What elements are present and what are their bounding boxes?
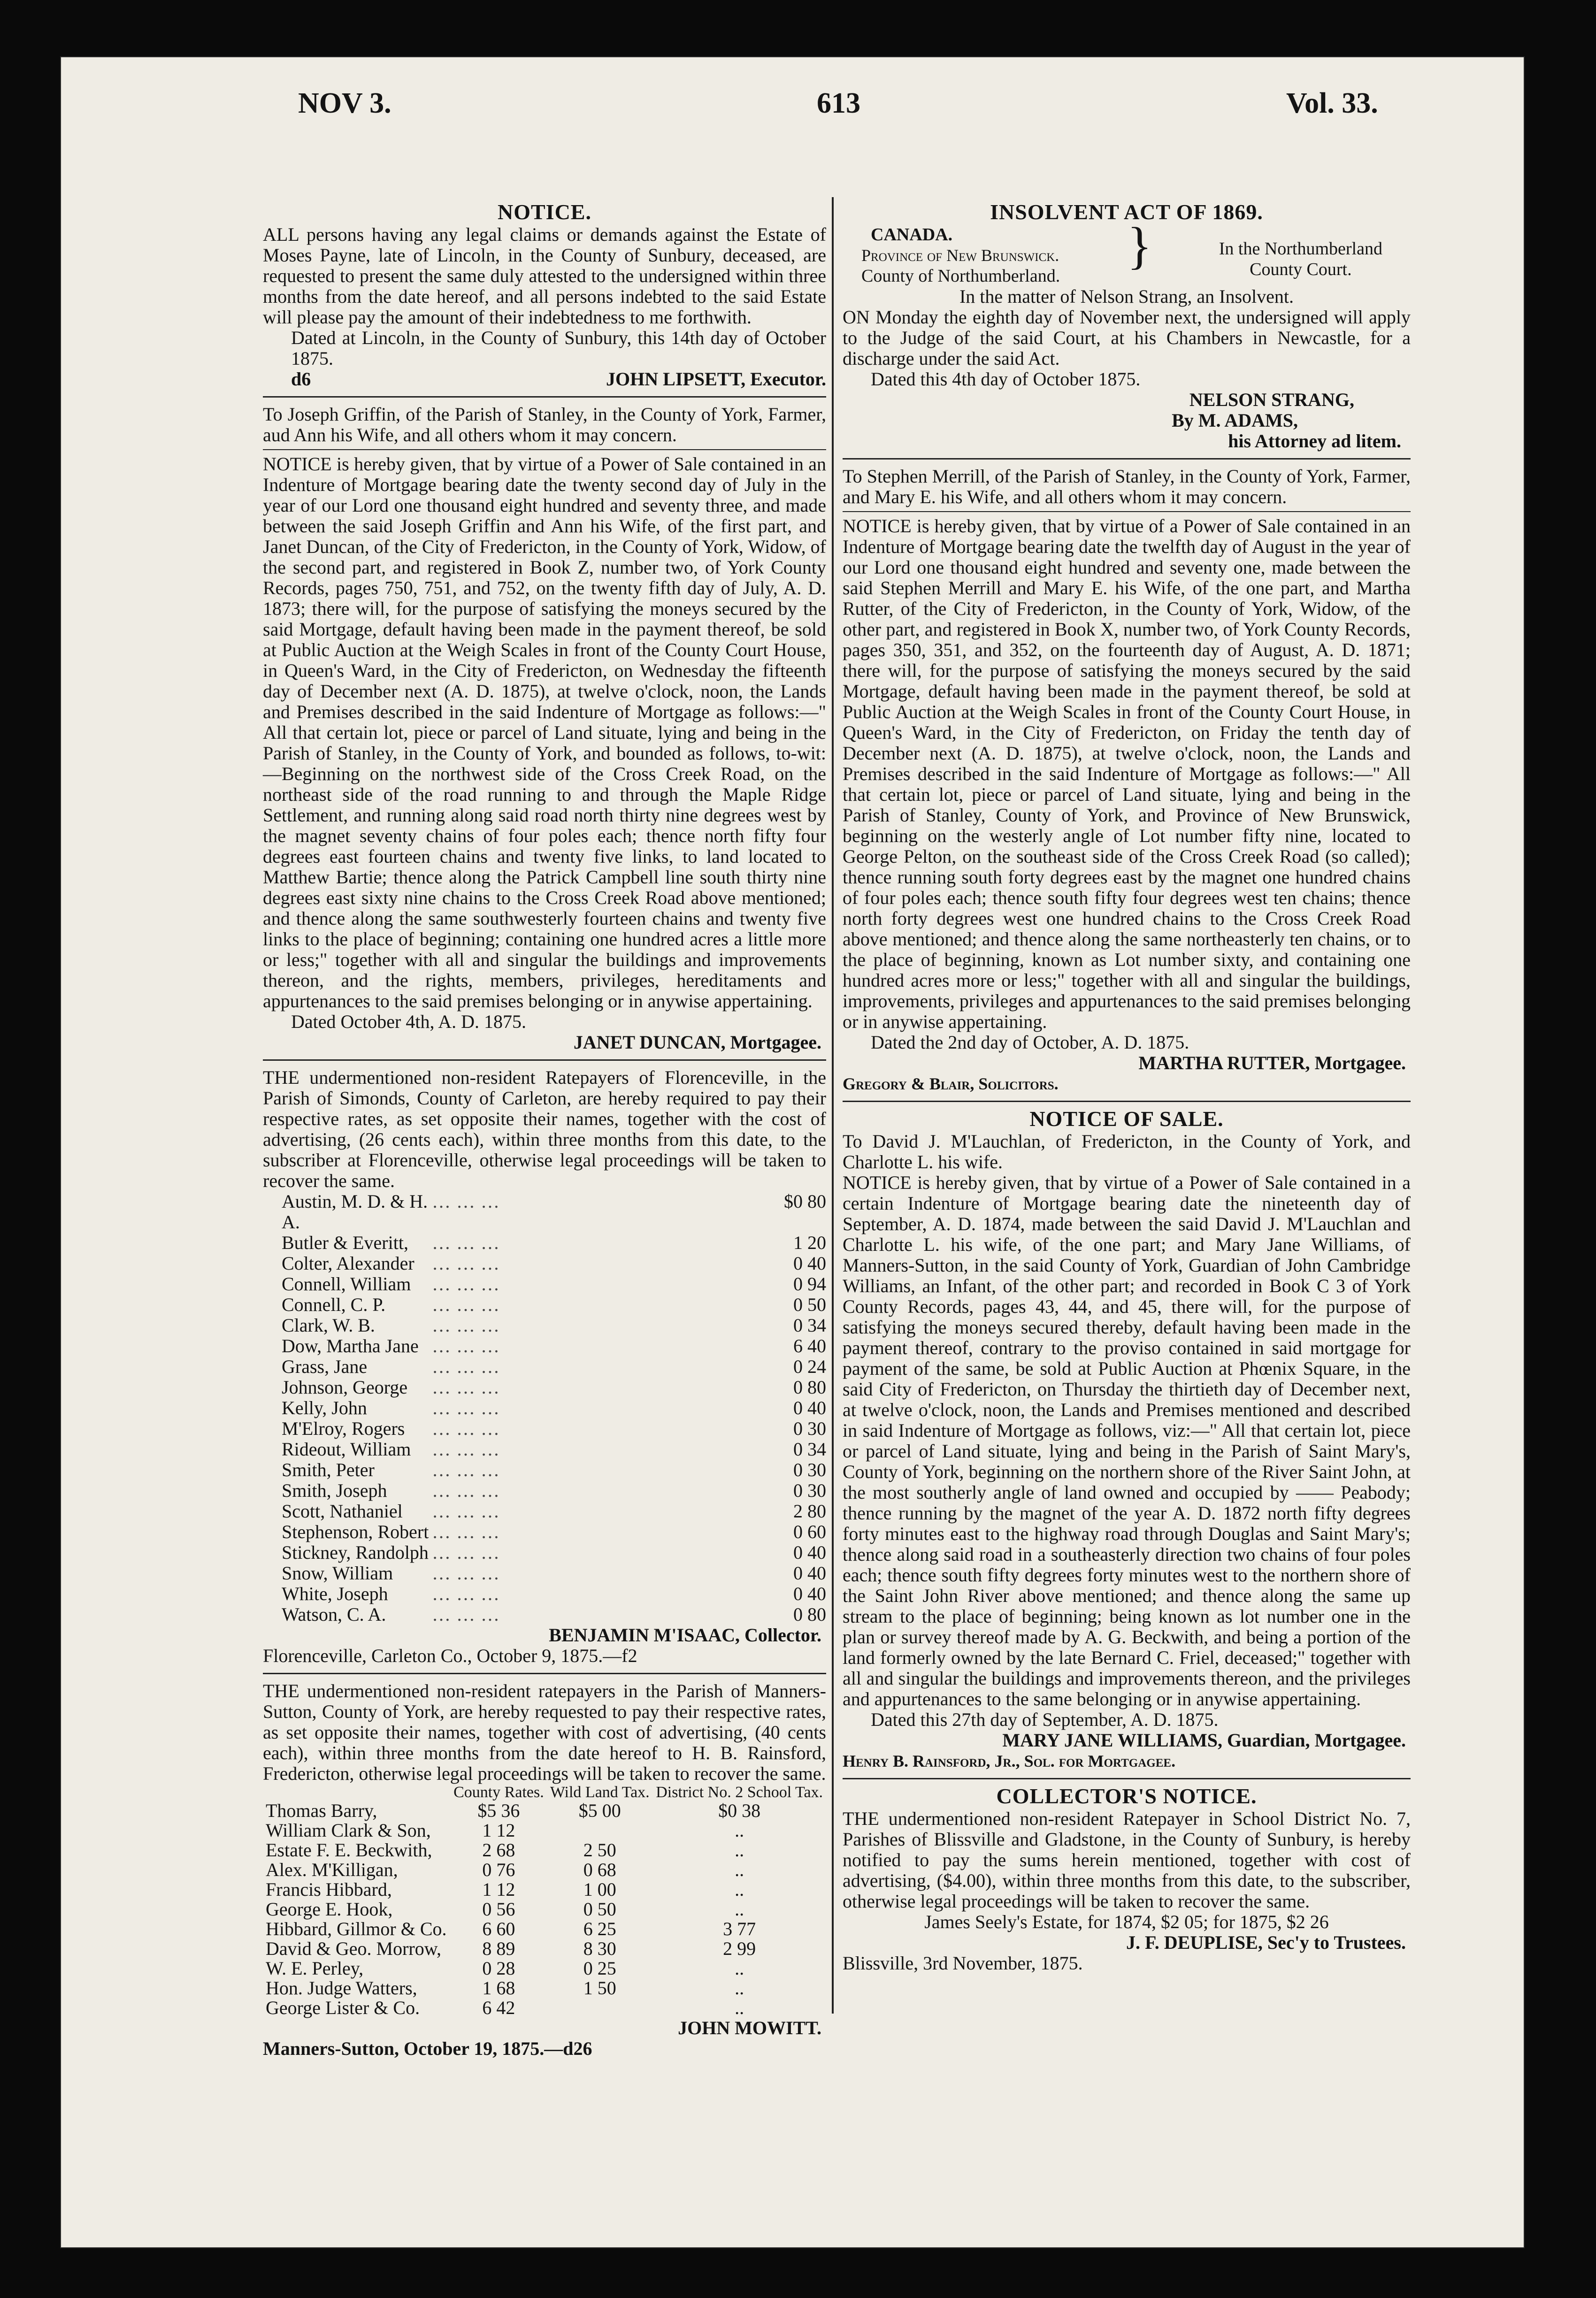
- rate-amount: 0 30: [793, 1480, 826, 1501]
- county-rate: 0 56: [482, 1899, 515, 1920]
- notice-dated: Dated this 4th day of October 1875.: [871, 368, 1141, 390]
- court-line-2: County Court.: [1250, 260, 1352, 279]
- tax-row: [263, 1880, 826, 1900]
- ratepayer-name: Snow, William: [282, 1563, 393, 1584]
- county-rate: 8 89: [482, 1938, 515, 1959]
- notice-signer: MARTHA RUTTER, Mortgagee.: [1138, 1052, 1406, 1073]
- tax-row: [263, 1998, 826, 2018]
- notice-place: Manners-Sutton, October 19, 1875.—d26: [263, 2038, 592, 2059]
- rate-amount: $0 80: [784, 1191, 826, 1212]
- ratepayer-row: [263, 1356, 826, 1377]
- matter-line: In the matter of Nelson Strang, an Insolvent.: [959, 286, 1294, 307]
- ratepayer-name: Grass, Jane: [282, 1356, 368, 1377]
- rate-amount: 0 80: [793, 1377, 826, 1398]
- leader-dots: ………: [432, 1294, 505, 1315]
- leader-dots: ………: [432, 1439, 505, 1460]
- ratepayer-row: [263, 1418, 826, 1439]
- page-number: 613: [817, 87, 860, 119]
- ratepayer-name: Kelly, John: [282, 1397, 367, 1418]
- ratepayer-name: Smith, Peter: [282, 1459, 375, 1480]
- leader-dots: ………: [432, 1335, 505, 1356]
- notice-code: d6: [291, 368, 311, 390]
- school-tax: 2 99: [723, 1938, 756, 1959]
- school-tax: ..: [735, 1958, 744, 1979]
- county-label: County of Northumberland.: [861, 266, 1060, 286]
- rate-amount: 0 40: [793, 1563, 826, 1584]
- solicitor-line: Henry B. Rainsford, Jr., Sol. for Mortgagee.: [843, 1752, 1176, 1770]
- ratepayer-name: Estate F. E. Beckwith,: [266, 1839, 432, 1861]
- notice-dated: Dated the 2nd day of October, A. D. 1875.: [871, 1032, 1189, 1053]
- brace-glyph: }: [1127, 217, 1152, 274]
- ratepayer-name: Austin, M. D. & H. A.: [282, 1191, 428, 1233]
- ratepayer-name: Rideout, William: [282, 1439, 411, 1460]
- notice-signer: J. F. DEUPLISE, Sec'y to Trustees.: [1126, 1932, 1406, 1953]
- ratepayer-row: [263, 1501, 826, 1522]
- notice-body: THE undermentioned non-resident Ratepayer in School District No. 7, Parishes of Blissville and Gladstone, in the County of Sunbury, is hereby notified to pay the sums herein mentioned, together with cost of advertising, ($4.00), within three months from this date, to the subscriber, otherwise legal proceedings will be taken to recover the same.: [843, 1808, 1411, 1912]
- notice-intro: THE undermentioned non-resident ratepayers in the Parish of Manners-Sutton, County of York, are hereby requested to pay their respective rates, as set opposite their names, together with cost of advertising, (40 cents each), within three months from the date hereof to H. B. Rainsford, Fredericton, otherwise legal proceedings will be taken to recover the same.: [263, 1680, 826, 1784]
- tax-row: [263, 1821, 826, 1840]
- leader-dots: ………: [432, 1232, 505, 1253]
- notice-signer: MARY JANE WILLIAMS, Guardian, Mortgagee.: [1002, 1730, 1406, 1751]
- ratepayer-name: William Clark & Son,: [266, 1820, 431, 1841]
- school-tax: ..: [735, 1977, 744, 1999]
- tax-row: [263, 1978, 826, 1998]
- notice-dated: Dated this 27th day of September, A. D. 1875.: [871, 1709, 1219, 1730]
- collectors-notice: [843, 1786, 1411, 1974]
- leader-dots: ………: [432, 1273, 505, 1295]
- county-rate: 2 68: [482, 1839, 515, 1861]
- tax-table: [263, 1784, 826, 2018]
- manners-sutton-rates-notice: [263, 1681, 826, 2059]
- notice-title: NOTICE.: [498, 200, 591, 224]
- notice-of-sale: [843, 1109, 1411, 1771]
- ratepayer-row: [263, 1377, 826, 1398]
- column-rule: [832, 197, 834, 2014]
- leader-dots: ………: [432, 1563, 505, 1584]
- volume-number: Vol. 33.: [1286, 87, 1378, 119]
- rate-amount: 0 30: [793, 1459, 826, 1480]
- rate-amount: 0 34: [793, 1315, 826, 1336]
- rate-amount: 0 50: [793, 1294, 826, 1315]
- rate-amount: 0 40: [793, 1583, 826, 1604]
- school-tax: $0 38: [718, 1800, 761, 1821]
- notice-addressee: To Stephen Merrill, of the Parish of Stanley, in the County of York, Farmer, and Mary E. his Wife, and all others whom it may concern.: [843, 466, 1411, 507]
- rate-amount: 0 30: [793, 1418, 826, 1439]
- ratepayer-name: Colter, Alexander: [282, 1253, 414, 1274]
- canada-label: CANADA.: [871, 225, 953, 245]
- province-label: Province of New Brunswick.: [861, 246, 1059, 265]
- ratepayer-name: Thomas Barry,: [266, 1800, 377, 1821]
- rate-amount: 0 24: [793, 1356, 826, 1377]
- notice-body: NOTICE is hereby given, that by virtue of a Power of Sale contained in a certain Indenture of Mortgage bearing date the nineteenth day of September, A. D. 1874, made between the said David J. M'Lauchlan and Charlotte L. his wife, of the one part; and Mary Jane Williams, of Manners-Sutton, in the said County of York, Guardian of John Cambridge Williams, an Infant, of the other part; and recorded in Book C 3 of York County Records, pages 43, 44, and 45, there will, for the purpose of satisfying the moneys secured thereby, default having been made in the payment thereof, contrary to the proviso contained in said mortgage for payment of the same, be sold at Public Auction at Phœnix Square, in the said City of Fredericton, on Thursday the thirtieth day of December next, at twelve o'clock, noon, the Lands and Premises mentioned and described in said Indenture of Mortgage as follows, viz:—" All that certain lot, piece or parcel of Land situate, lying and being in the Parish of Saint Mary's, County of York, beginning on the northern shore of the River Saint John, at the most southerly angle of land owned and occupied by —— Peabody; thence running by the magnet of the year A. D. 1872 north fifty degrees forty minutes east to the highway road through Douglas and Saint Mary's; thence along said road in a southeasterly direction two chains of four poles each; thence south fifty degrees forty minutes west to the northern shore of the Saint John River above mentioned; and thence along the same up stream to the place of beginning; being known as lot number one in the plan or survey thereof made by A. G. Beckwith, and being a portion of the land formerly owned by the late Bernard C. Friel, deceased;" together with all and singular the buildings and improvements thereon, and the privileges and appurtenances to the same belonging or in anywise appertaining.: [843, 1172, 1411, 1709]
- ratepayer-row: [263, 1295, 826, 1315]
- tax-row: [263, 1959, 826, 1978]
- notice-place: Blissville, 3rd November, 1875.: [843, 1953, 1083, 1974]
- signer-by: By M. ADAMS,: [1172, 410, 1298, 431]
- county-rate: 0 28: [482, 1958, 515, 1979]
- leader-dots: ………: [432, 1397, 505, 1418]
- wild-land-tax: 0 68: [583, 1859, 616, 1880]
- notice-place: Florenceville, Carleton Co., October 9, 1875.—f2: [263, 1645, 637, 1666]
- rate-amount: 2 80: [793, 1501, 826, 1522]
- notice-body: NOTICE is hereby given, that by virtue of a Power of Sale contained in an Indenture of Mortgage bearing date the twelfth day of August in the year of our Lord one thousand eight hundred and seventy one, made between the said Stephen Merrill and Mary E. his Wife, of the one part, and Martha Rutter, of the City of Fredericton, in the County of York, Widow, of the other part, and registered in Book X, number two, of York County Records, pages 350, 351, and 352, on the fourteenth day of August, A. D. 1871; there will, for the purpose of satisfying the moneys secured by the said Mortgage, default having been made in the payment thereof, be sold at Public Auction at the Weigh Scales in front of the County Court House, in Queen's Ward, in the City of Fredericton, on Friday the tenth day of December next (A. D. 1875), at twelve o'clock, noon, the Lands and Premises described in the said Indenture of Mortgage as follows:—" All that certain lot, piece or parcel of Land situate, lying and being in the Parish of Stanley, County of York, and Province of New Brunswick, beginning on the westerly angle of Lot number fifty nine, located to George Pelton, on the southeast side of the Cross Creek Road (so called); thence running south forty degrees east by the magnet one hundred chains of four poles each; thence south fifty four degrees west ten chains; thence north forty degrees west one hundred chains to the Cross Creek Road above mentioned; and thence along the same northeasterly ten chains, or to the place of beginning, known as Lot number sixty, and containing one hundred acres more or less;" together with all and singular the buildings, improvements, privileges and appurtenances to the said premises belonging or in anywise appertaining.: [843, 515, 1411, 1032]
- notice-title: NOTICE OF SALE.: [1029, 1107, 1224, 1131]
- rate-amount: 6 40: [793, 1335, 826, 1356]
- rate-amount: 0 40: [793, 1253, 826, 1274]
- ratepayer-row: [263, 1563, 826, 1584]
- ratepayer-name: Stickney, Randolph: [282, 1542, 429, 1563]
- ratepayer-row: [263, 1460, 826, 1480]
- wild-land-tax: 2 50: [583, 1839, 616, 1861]
- divider: [263, 1059, 826, 1061]
- ratepayer-row: [263, 1315, 826, 1336]
- leader-dots: ………: [432, 1377, 505, 1398]
- ratepayer-row: [263, 1398, 826, 1418]
- notice-title: INSOLVENT ACT OF 1869.: [990, 200, 1263, 224]
- notice-signer: BENJAMIN M'ISAAC, Collector.: [549, 1624, 821, 1646]
- notice-signer: JOHN MOWITT.: [678, 2017, 821, 2038]
- notice-addressee: To David J. M'Lauchlan, of Fredericton, in the County of York, and Charlotte L. his wife.: [843, 1131, 1411, 1172]
- wild-land-tax: [547, 1821, 652, 1840]
- payne-estate-notice: [263, 202, 826, 390]
- county-rate: 0 76: [482, 1859, 515, 1880]
- ratepayer-name: M'Elroy, Rogers: [282, 1418, 405, 1439]
- leader-dots: ………: [432, 1459, 505, 1480]
- school-tax: ..: [735, 1820, 744, 1841]
- ratepayer-name: White, Joseph: [282, 1583, 388, 1604]
- leader-dots: ………: [432, 1480, 505, 1501]
- insolvent-act-notice: [843, 202, 1411, 452]
- ratepayer-name: Stephenson, Robert: [282, 1521, 429, 1542]
- notice-body: ON Monday the eighth day of November next, the undersigned will apply to the Judge of the said Court, at his Chambers in Newcastle, for a discharge under the said Act.: [843, 306, 1411, 369]
- leader-dots: ………: [432, 1418, 505, 1439]
- tax-row: [263, 1939, 826, 1959]
- rate-amount: 0 60: [793, 1521, 826, 1542]
- ratepayer-row: [263, 1233, 826, 1253]
- county-rate: $5 36: [477, 1800, 520, 1821]
- ratepayer-row: [263, 1522, 826, 1542]
- wild-land-tax: 8 30: [583, 1938, 616, 1959]
- ratepayer-row: [263, 1253, 826, 1274]
- wild-land-tax: 1 00: [583, 1879, 616, 1900]
- ratepayer-name: David & Geo. Morrow,: [266, 1938, 442, 1959]
- rate-amount: 1 20: [793, 1232, 826, 1253]
- ratepayer-row: [263, 1336, 826, 1356]
- ratepayer-name: Dow, Martha Jane: [282, 1335, 419, 1356]
- school-tax: ..: [735, 1839, 744, 1861]
- leader-dots: ………: [432, 1521, 505, 1542]
- school-tax: ..: [735, 1997, 744, 2018]
- column-header: Wild Land Tax.: [550, 1784, 650, 1801]
- left-column: [263, 202, 826, 2059]
- court-line-1: In the Northumberland: [1219, 239, 1382, 259]
- notice-title: COLLECTOR'S NOTICE.: [996, 1784, 1257, 1808]
- notice-body: ALL persons having any legal claims or demands against the Estate of Moses Payne, late of Lincoln, in the County of Sunbury, deceased, are requested to present the same duly attested to the undersigned within three months from the date hereof, and all persons indebted to the said Estate will please pay the amount of their indebtedness to me forthwith.: [263, 224, 826, 328]
- ratepayer-row: [263, 1584, 826, 1604]
- county-rate: 1 12: [482, 1879, 515, 1900]
- divider: [843, 511, 1411, 512]
- ratepayer-name: Connell, C. P.: [282, 1294, 386, 1315]
- county-rate: 6 60: [482, 1918, 515, 1939]
- griffin-mortgage-notice: [263, 404, 826, 1053]
- notice-intro: THE undermentioned non-resident Ratepayers of Florenceville, in the Parish of Simonds, County of Carleton, are hereby required to pay their respective rates, as set opposite their names, together with the cost of advertising, (26 cents each), within three months from this date, to the subscriber at Florenceville, otherwise legal proceedings will be taken to recover the same.: [263, 1067, 826, 1191]
- ratepayer-name: Hon. Judge Watters,: [266, 1977, 417, 1999]
- divider: [263, 449, 826, 450]
- rate-amount: 0 40: [793, 1542, 826, 1563]
- school-tax: 3 77: [723, 1918, 756, 1939]
- rate-amount: 0 80: [793, 1604, 826, 1625]
- rate-amount: 0 94: [793, 1273, 826, 1295]
- tax-row: [263, 1900, 826, 1919]
- wild-land-tax: $5 00: [578, 1800, 621, 1821]
- ratepayer-list: [263, 1191, 826, 1625]
- ratepayer-name: Francis Hibbard,: [266, 1879, 392, 1900]
- leader-dots: ………: [432, 1583, 505, 1604]
- wild-land-tax: 6 25: [583, 1918, 616, 1939]
- leader-dots: ………: [432, 1253, 505, 1274]
- wild-land-tax: 0 50: [583, 1899, 616, 1920]
- tax-row: [263, 1919, 826, 1939]
- notice-dated: Dated at Lincoln, in the County of Sunbury, this 14th day of October 1875.: [291, 327, 826, 369]
- school-tax: ..: [735, 1859, 744, 1880]
- ratepayer-row: [263, 1191, 826, 1233]
- leader-dots: ………: [432, 1315, 505, 1336]
- solicitors-line: Gregory & Blair, Solicitors.: [843, 1074, 1059, 1093]
- assessment-line: James Seely's Estate, for 1874, $2 05; for 1875, $2 26: [924, 1911, 1329, 1932]
- ratepayer-name: Hibbard, Gillmor & Co.: [266, 1918, 447, 1939]
- wild-land-tax: 0 25: [583, 1958, 616, 1979]
- ratepayer-name: George E. Hook,: [266, 1899, 393, 1920]
- florenceville-rates-notice: [263, 1067, 826, 1666]
- divider: [263, 1673, 826, 1674]
- rate-amount: 0 40: [793, 1397, 826, 1418]
- leader-dots: ………: [432, 1191, 505, 1212]
- leader-dots: ………: [432, 1356, 505, 1377]
- ratepayer-name: W. E. Perley,: [266, 1958, 364, 1979]
- ratepayer-name: Scott, Nathaniel: [282, 1501, 403, 1522]
- ratepayer-row: [263, 1480, 826, 1501]
- right-column: [843, 202, 1411, 1974]
- tax-row: [263, 1801, 826, 1821]
- notice-addressee: To Joseph Griffin, of the Parish of Stanley, in the County of York, Farmer, aud Ann his Wife, and all others whom it may concern.: [263, 404, 826, 445]
- notice-signer: JANET DUNCAN, Mortgagee.: [573, 1032, 821, 1053]
- leader-dots: ………: [432, 1501, 505, 1522]
- ratepayer-name: Smith, Joseph: [282, 1480, 387, 1501]
- ratepayer-name: Clark, W. B.: [282, 1315, 375, 1336]
- issue-date: NOV 3.: [298, 87, 391, 119]
- ratepayer-row: [263, 1439, 826, 1460]
- ratepayer-row: [263, 1604, 826, 1625]
- notice-signer: JOHN LIPSETT, Executor.: [606, 368, 826, 390]
- ratepayer-row: [263, 1274, 826, 1295]
- county-rate: 1 68: [482, 1977, 515, 1999]
- school-tax: ..: [735, 1899, 744, 1920]
- divider: [263, 396, 826, 398]
- county-rate: 1 12: [482, 1820, 515, 1841]
- court-heading: [843, 217, 1411, 286]
- notice-body: NOTICE is hereby given, that by virtue of a Power of Sale contained in an Indenture of Mortgage bearing date the twenty second day of July in the year of our Lord one thousand eight hundred and seventy three, and made between the said Joseph Griffin and Ann his Wife, of the first part, and Janet Duncan, of the City of Fredericton, in the County of York, Widow, of the second part, and registered in Book Z, number two, of York County Records, pages 750, 751, and 752, on the twenty fifth day of July, A. D. 1873; there will, for the purpose of satisfying the moneys secured by the said Mortgage, default having been made in the payment thereof, be sold at Public Auction at the Weigh Scales in front of the County Court House, in Queen's Ward, in the City of Fredericton, on Wednesday the fifteenth day of December next (A. D. 1875), at twelve o'clock, noon, the Lands and Premises described in the said Indenture of Mortgage as follows:—" All that certain lot, piece or parcel of Land situate, lying and being in the Parish of Stanley, in the County of York, and bounded as follows, to-wit:—Beginning on the northwest side of the Cross Creek Road, on the northeast side of the road running to and through the Maple Ridge Settlement, and running along said road north thirty nine degrees west by the magnet seventy chains of four poles each; thence north fifty four degrees east fourteen chains and twenty five links, to land located to Matthew Bartie; thence along the Patrick Campbell line south thirty nine degrees east sixty nine chains to the Cross Creek Road above mentioned; and thence along the same southwesterly fourteen chains and twenty five links to the place of beginning; containing one hundred acres a little more or less;" together with all and singular the buildings and improvements thereon, and the rights, members, privileges, hereditaments and appurtenances to the said premises belonging or in anywise appertaining.: [263, 453, 826, 1011]
- leader-dots: ………: [432, 1542, 505, 1563]
- notice-dated: Dated October 4th, A. D. 1875.: [291, 1011, 527, 1032]
- ratepayer-name: Connell, William: [282, 1273, 411, 1295]
- signer-name: NELSON STRANG,: [1189, 389, 1354, 410]
- school-tax: ..: [735, 1879, 744, 1900]
- signer-role: his Attorney ad litem.: [1228, 430, 1401, 452]
- divider: [843, 458, 1411, 460]
- merrill-mortgage-notice: [843, 466, 1411, 1094]
- column-header: District No. 2 School Tax.: [656, 1784, 823, 1801]
- ratepayer-name: Alex. M'Killigan,: [266, 1859, 398, 1880]
- ratepayer-name: George Lister & Co.: [266, 1997, 420, 2018]
- wild-land-tax: [547, 1998, 652, 2018]
- leader-dots: ………: [432, 1604, 505, 1625]
- ratepayer-row: [263, 1542, 826, 1563]
- ratepayer-name: Butler & Everitt,: [282, 1232, 408, 1253]
- county-rate: 6 42: [482, 1997, 515, 2018]
- ratepayer-name: Watson, C. A.: [282, 1604, 386, 1625]
- tax-row: [263, 1840, 826, 1860]
- column-header: County Rates.: [453, 1784, 544, 1801]
- divider: [843, 1101, 1411, 1102]
- divider: [843, 1778, 1411, 1779]
- wild-land-tax: 1 50: [583, 1977, 616, 1999]
- tax-row: [263, 1860, 826, 1880]
- ratepayer-name: Johnson, George: [282, 1377, 408, 1398]
- rate-amount: 0 34: [793, 1439, 826, 1460]
